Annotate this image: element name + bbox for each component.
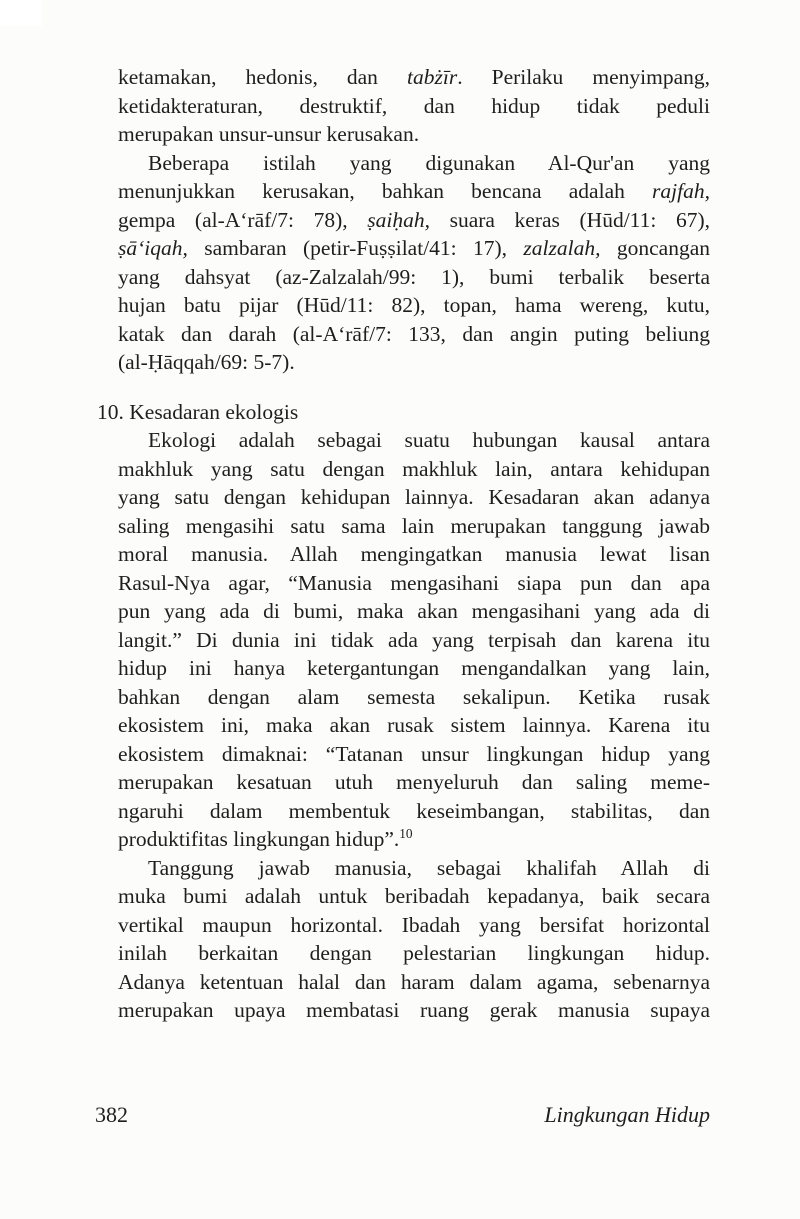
- text-run: saling mengasihi satu sama lain merupakan tanggung jawab: [118, 513, 710, 538]
- text-run: hidup ini hanya ketergantungan mengandalkan yang lain,: [118, 656, 710, 680]
- section-heading: 10. Kesadaran ekologis: [97, 399, 299, 424]
- italic-term: tabżīr: [407, 65, 458, 89]
- text-line: [118, 348, 710, 377]
- text-line: [118, 569, 710, 598]
- text-run: gempa (al-A‘rāf/7: 78),: [118, 207, 368, 232]
- text-run: merupakan unsur-unsur kerusakan.: [118, 122, 420, 146]
- text-run: Tanggung jawab manusia, sebagai khalifah Allah di: [148, 855, 710, 880]
- text-run: ketamakan, hedonis, dan: [118, 65, 408, 89]
- text-run: ngaruhi dalam membentuk keseimbangan, stabilitas, dan: [118, 798, 710, 823]
- text-run: Adanya ketentuan halal dan haram dalam agama, sebenarnya: [118, 969, 710, 994]
- text-run: inilah berkaitan dengan pelestarian lingkungan hidup.: [118, 941, 710, 965]
- text-line: [118, 683, 710, 712]
- text-run: produktifitas lingkungan hidup”.: [118, 827, 400, 851]
- text-run: katak dan darah (al-A‘rāf/7: 133, dan angin puting beliung: [118, 321, 710, 346]
- text-line: [118, 597, 710, 626]
- text-run: vertikal maupun horizontal. Ibadah yang bersifat horizontal: [118, 912, 710, 937]
- text-line: [118, 911, 710, 940]
- text-run: sambaran (petir-Fuṣṣilat/41: 17),: [187, 236, 524, 260]
- text-run: muka bumi adalah untuk beribadah kepadanya, baik secara: [118, 884, 710, 908]
- text-block: [97, 63, 710, 1025]
- text-run: yang dahsyat (az-Zalzalah/99: 1), bumi terbalik beserta: [118, 264, 710, 289]
- text-line: [118, 512, 710, 541]
- text-run: (al-Ḥāqqah/69: 5-7).: [118, 350, 295, 374]
- text-line: [118, 854, 710, 883]
- running-title: Lingkungan Hidup: [544, 1102, 710, 1127]
- text-run: Rasul-Nya agar, “Manusia mengasihani siapa pun dan apa: [118, 570, 710, 595]
- text-run: makhluk yang satu dengan makhluk lain, antara kehidupan: [118, 456, 710, 481]
- text-line: [118, 426, 710, 455]
- footnote-ref: 10: [399, 825, 413, 841]
- text-run: ketidakteraturan, destruktif, dan hidup tidak peduli: [118, 93, 710, 118]
- text-run: hujan batu pijar (Hūd/11: 82), topan, hama wereng, kutu,: [118, 293, 710, 317]
- text-run: goncangan: [600, 236, 710, 260]
- text-run: pun yang ada di bumi, maka akan mengasihani yang ada di: [118, 599, 710, 623]
- italic-term: ṣā‘iqah,: [118, 236, 188, 260]
- text-line: [118, 654, 710, 683]
- text-run: moral manusia. Allah mengingatkan manusia lewat lisan: [118, 542, 710, 566]
- italic-term: zalzalah,: [523, 236, 601, 260]
- text-line: [118, 711, 710, 740]
- text-run: menunjukkan kerusakan, bahkan bencana adalah: [118, 179, 653, 203]
- text-run: merupakan kesatuan utuh menyeluruh dan saling meme-: [118, 770, 710, 794]
- italic-term: rajfah,: [652, 179, 710, 203]
- text-line: [118, 939, 710, 968]
- text-run: Beberapa istilah yang digunakan Al-Qur'an yang: [148, 150, 710, 175]
- text-line: [118, 120, 710, 149]
- text-line: [118, 797, 710, 826]
- page-number: 382: [95, 1102, 128, 1127]
- text-line: [118, 540, 710, 569]
- text-run: suara keras (Hūd/11: 67),: [429, 207, 710, 232]
- text-line: [118, 626, 710, 655]
- text-line: [118, 768, 710, 797]
- text-run: merupakan upaya membatasi ruang gerak manusia supaya: [118, 998, 710, 1022]
- scan-corner-artifact: [0, 0, 42, 26]
- text-line: [118, 177, 710, 206]
- text-line: [118, 92, 710, 121]
- text-run: langit.” Di dunia ini tidak ada yang terpisah dan karena itu: [118, 627, 710, 652]
- text-run: ekosistem ini, maka akan rusak sistem lainnya. Karena itu: [118, 713, 710, 737]
- italic-term: ṣaiḥah,: [367, 207, 430, 232]
- text-line: [118, 291, 710, 320]
- text-line: [118, 234, 710, 263]
- text-line: [118, 996, 710, 1025]
- text-line: [118, 320, 710, 349]
- text-line: [118, 968, 710, 997]
- text-run: Ekologi adalah sebagai suatu hubungan kausal antara: [148, 428, 710, 452]
- text-line: [118, 206, 710, 235]
- page-footer: [95, 1102, 710, 1128]
- text-line: [118, 263, 710, 292]
- text-line: [118, 149, 710, 178]
- text-run: yang satu dengan kehidupan lainnya. Kesadaran akan adanya: [118, 485, 710, 509]
- text-line: [118, 455, 710, 484]
- text-run: ekosistem dimaknai: “Tatanan unsur lingkungan hidup yang: [118, 741, 710, 766]
- text-line: [118, 483, 710, 512]
- text-line: [118, 825, 710, 854]
- text-line: [118, 63, 710, 92]
- text-line: [118, 882, 710, 911]
- text-line: [118, 740, 710, 769]
- text-run: . Perilaku menyimpang,: [457, 65, 710, 89]
- text-run: bahkan dengan alam semesta sekalipun. Ketika rusak: [118, 684, 710, 709]
